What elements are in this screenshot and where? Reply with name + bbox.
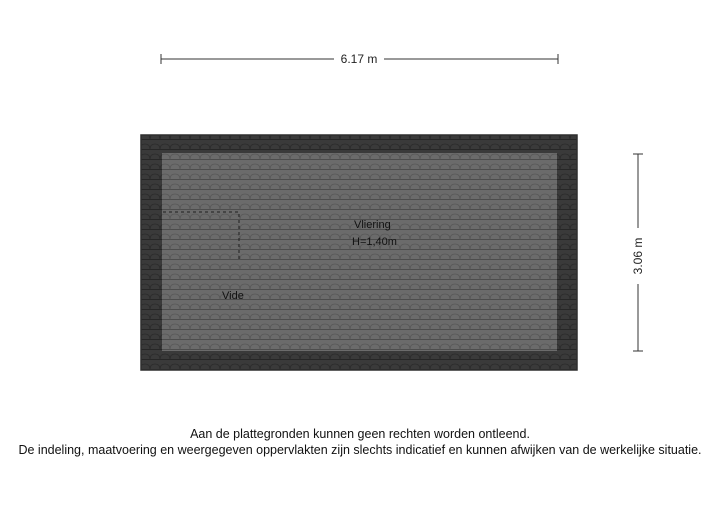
room-label-vide: Vide	[222, 290, 244, 302]
room-height-vliering: H=1,40m	[352, 236, 397, 248]
roof-area	[141, 135, 577, 370]
roof-inner-tiles	[162, 153, 557, 351]
height-dimension	[631, 154, 645, 351]
disclaimer-line-1: Aan de plattegronden kunnen geen rechten worden ontleend.	[190, 427, 530, 441]
height-dimension-label: 3.06 m	[631, 237, 645, 275]
width-dimension-label: 6.17 m	[340, 52, 378, 66]
width-dimension	[161, 52, 558, 66]
room-label-vliering: Vliering	[354, 219, 391, 231]
disclaimer-line-2: De indeling, maatvoering en weergegeven oppervlakten zijn slechts indicatief en kunnen afwijken van de werkelijke situatie.	[18, 443, 702, 457]
